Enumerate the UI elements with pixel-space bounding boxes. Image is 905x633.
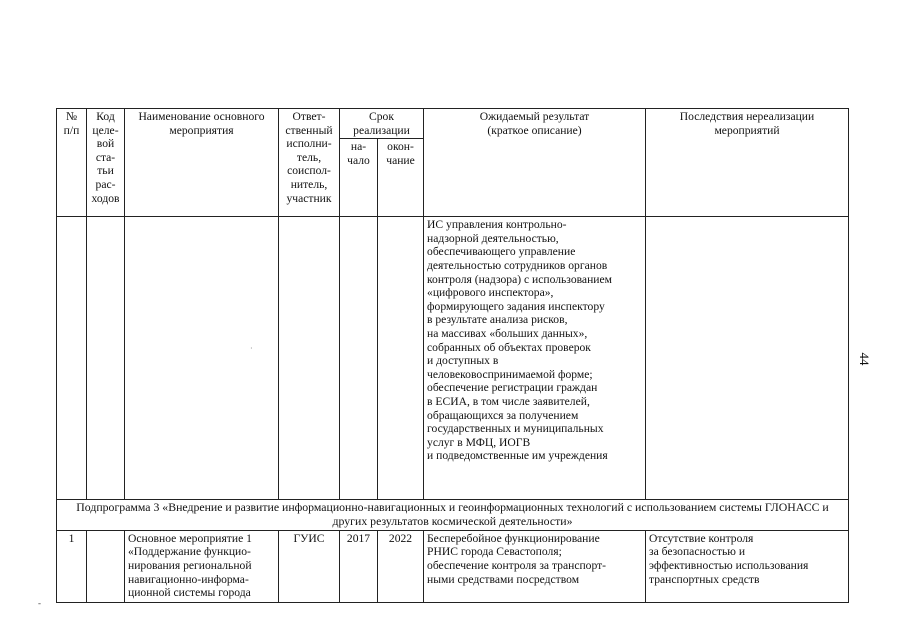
subprogram-row	[57, 500, 849, 531]
header-result: Ожидаемый результат (краткое описание)	[424, 109, 646, 217]
cell-code	[87, 530, 125, 602]
cell-result-continuation: ИС управления контрольно- надзорной деятельностью, обеспечивающего управление деятельностью сотрудников органов контроля (надзора) с использованием «цифрового инспектора», формирующего задания инспектору в результате анализа рисков, на массивах «больших данных», собранных об объектах проверок и доступных в человековоспринимаемой форме; обеспечение регистрации граждан в ЕСИА, в том числе заявителей, обращающихся за получением государственных и муниципальных услуг в МФЦ, ИОГВ и подведомственные им учреждения	[424, 217, 646, 500]
header-code: Код целе- вой ста- тьи рас- ходов	[87, 109, 125, 217]
cell-empty	[87, 217, 125, 500]
cell-result: Бесперебойное функционирование РНИС города Севастополя; обеспечение контроля за транспорт- ными средствами посредством	[424, 530, 646, 602]
cell-name: Основное мероприятие 1 «Поддержание функцио- нирования региональной навигационно-информа- ционной системы города	[125, 530, 279, 602]
page-number: 44	[857, 352, 872, 366]
header-row-1	[57, 109, 849, 139]
subprogram-title: Подпрограмма 3 «Внедрение и развитие информационно-навигационных и геоинформационных технологий с использованием системы ГЛОНАСС и других результатов космической деятельности»	[57, 500, 849, 531]
scan-speck: ·	[250, 344, 253, 353]
continuation-row	[57, 217, 849, 500]
header-term: Срок реализации	[340, 109, 424, 139]
cell-start: 2017	[340, 530, 378, 602]
cell-empty	[279, 217, 340, 500]
header-responsible: Ответ- ственный исполни- тель, соиспол- нитель, участник	[279, 109, 340, 217]
header-consequences: Последствия нереализации мероприятий	[646, 109, 849, 217]
cell-empty	[378, 217, 424, 500]
table-row	[57, 530, 849, 602]
header-end: окон- чание	[378, 139, 424, 217]
cell-end: 2022	[378, 530, 424, 602]
activities-table	[56, 108, 849, 603]
header-name: Наименование основного мероприятия	[125, 109, 279, 217]
cell-responsible: ГУИС	[279, 530, 340, 602]
scan-mark: -	[38, 598, 41, 608]
cell-empty	[125, 217, 279, 500]
header-num: № п/п	[57, 109, 87, 217]
cell-empty	[646, 217, 849, 500]
cell-num: 1	[57, 530, 87, 602]
cell-empty	[340, 217, 378, 500]
cell-empty	[57, 217, 87, 500]
cell-consequences: Отсутствие контроля за безопасностью и эффективностью использования транспортных средств	[646, 530, 849, 602]
header-start: на- чало	[340, 139, 378, 217]
